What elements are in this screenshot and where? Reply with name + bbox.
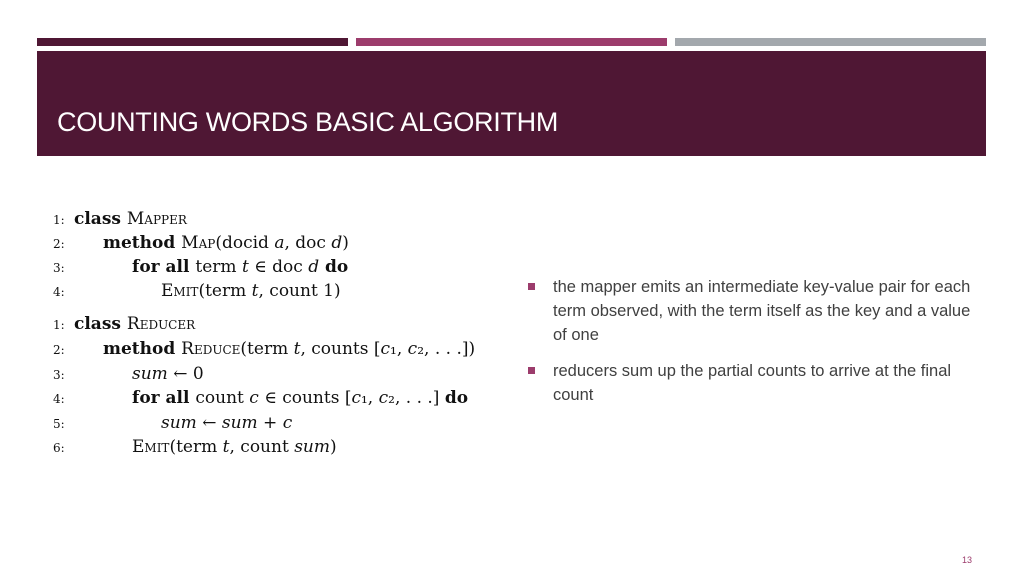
code-token: ← <box>196 413 222 433</box>
line-number: 1: <box>53 213 65 227</box>
code-token: ) <box>329 437 337 457</box>
code-token: (term <box>198 281 252 301</box>
code-token: t <box>251 281 259 301</box>
top-stripe-gray <box>675 38 986 46</box>
code-token: ₁, <box>360 388 379 408</box>
code-text <box>103 233 349 253</box>
code-token: Emit <box>132 437 170 457</box>
code-token: term <box>195 257 242 277</box>
title-bar <box>37 51 986 156</box>
code-token: d <box>308 257 320 277</box>
code-text <box>132 257 348 277</box>
code-token: + <box>257 413 283 433</box>
code-token: (docid <box>215 233 275 253</box>
code-token: c <box>249 388 259 408</box>
code-token: do <box>444 388 469 408</box>
code-token: method <box>103 339 182 359</box>
line-number: 1: <box>53 318 65 332</box>
code-token: ₂, . . .] <box>388 388 445 408</box>
code-token: Map <box>181 233 216 253</box>
code-token: ₁, <box>390 339 408 359</box>
code-token: , count 1) <box>258 281 341 301</box>
square-bullet-icon <box>528 367 535 374</box>
code-token: c <box>378 388 389 408</box>
code-token: t <box>222 437 230 457</box>
code-token: Mapper <box>126 209 187 229</box>
line-number: 2: <box>53 237 65 251</box>
slide-title: COUNTING WORDS BASIC ALGORITHM <box>57 107 559 137</box>
code-token: , count <box>229 437 295 457</box>
code-text <box>132 388 468 408</box>
line-number: 5: <box>53 417 65 431</box>
code-token: count <box>195 388 250 408</box>
square-bullet-icon <box>528 283 535 290</box>
top-stripe-magenta <box>356 38 667 46</box>
code-text <box>132 437 337 457</box>
code-token: ← 0 <box>167 364 204 384</box>
code-text <box>74 314 195 334</box>
code-token: class <box>74 209 127 229</box>
code-token: , counts [ <box>300 339 381 359</box>
code-token: (term <box>169 437 223 457</box>
code-token: for all <box>132 388 196 408</box>
code-token: t <box>293 339 301 359</box>
code-text <box>161 281 341 301</box>
code-token: sum <box>132 364 168 384</box>
code-token: a <box>274 233 285 253</box>
code-token: method <box>103 233 182 253</box>
code-text <box>161 413 292 433</box>
code-token: sum <box>161 413 197 433</box>
line-number: 6: <box>53 441 65 455</box>
code-token: c <box>282 413 293 433</box>
code-token: for all <box>132 257 196 277</box>
bullet-text: reducers sum up the partial counts to arrive at the final count <box>553 362 952 404</box>
code-token: c <box>407 339 418 359</box>
line-number: 2: <box>53 343 65 357</box>
line-number: 4: <box>53 285 65 299</box>
code-token: c <box>380 339 391 359</box>
code-token: ∈ counts [ <box>258 388 352 408</box>
code-token: , doc <box>284 233 332 253</box>
code-text <box>74 209 187 229</box>
code-token: Emit <box>161 281 199 301</box>
code-token: class <box>74 314 127 334</box>
code-token: sum <box>294 437 330 457</box>
code-token: ∈ doc <box>248 257 309 277</box>
code-token: (term <box>240 339 294 359</box>
code-text <box>132 364 204 384</box>
page-number: 13 <box>961 555 972 565</box>
code-token: sum <box>221 413 258 433</box>
code-token: Reducer <box>126 314 196 334</box>
code-token: t <box>241 257 249 277</box>
line-number: 3: <box>53 261 65 275</box>
line-number: 4: <box>53 392 65 406</box>
code-text <box>103 339 475 359</box>
code-token: do <box>319 257 349 277</box>
code-token: Reduce <box>181 339 241 359</box>
bullet-text: the mapper emits an intermediate key-value pair for each term observed, with the term itself as the key and a value of one <box>553 278 971 344</box>
code-token: d <box>331 233 343 253</box>
code-token: ₂, . . .]) <box>417 339 476 359</box>
code-token: ) <box>342 233 349 253</box>
top-stripe-plum <box>37 38 348 46</box>
code-token: c <box>351 388 361 408</box>
line-number: 3: <box>53 368 65 382</box>
